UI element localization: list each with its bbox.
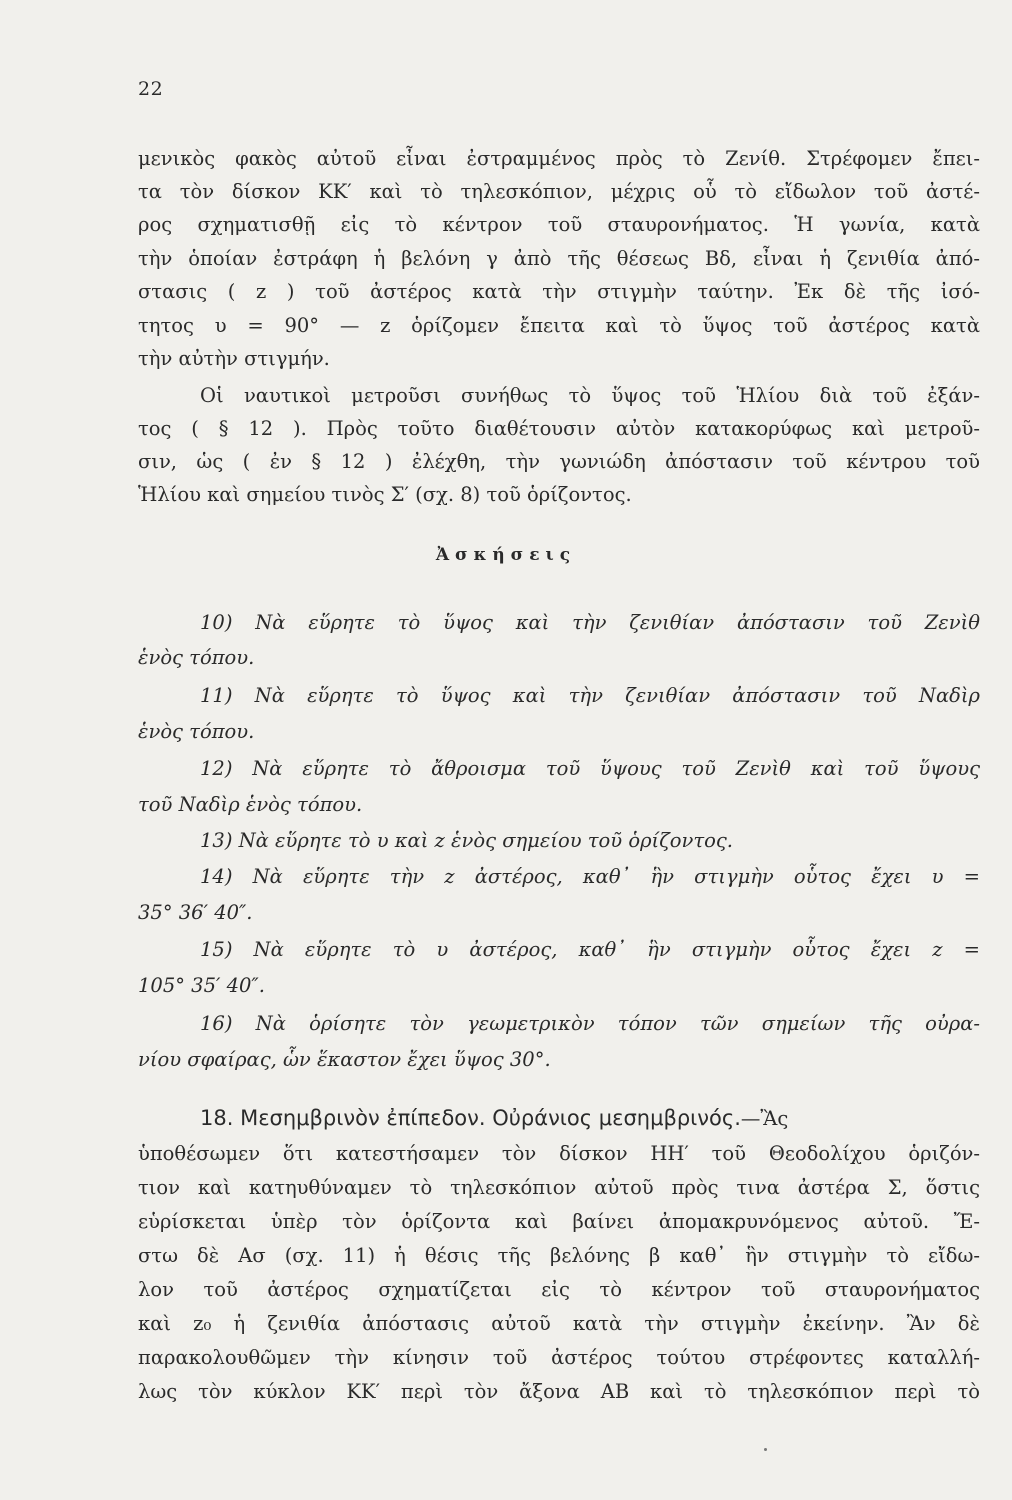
- text-line: Ἡλίου καὶ σημείου τινὸς Σ′ (σχ. 8) τοῦ ὁρίζοντος.: [138, 483, 632, 506]
- text-line: ὑποθέσωμεν ὅτι κατεστήσαμεν τὸν δίσκον ΗΗ′ τοῦ Θεοδολίχου ὁριζόν-: [138, 1142, 980, 1165]
- text-line: μενικὸς φακὸς αὐτοῦ εἶναι ἐστραμμένος πρὸς τὸ Ζενίθ. Στρέφομεν ἔπει-: [138, 147, 980, 170]
- exercise-line: ἑνὸς τόπου.: [138, 646, 255, 669]
- text-line: σιν, ὡς ( ἐν § 12 ) ἐλέχθη, τὴν γωνιώδη ἀπόστασιν τοῦ κέντρου τοῦ: [138, 450, 980, 473]
- text-line: στω δὲ Ασ (σχ. 11) ἡ θέσις τῆς βελόνης β καθ᾽ ἣν στιγμὴν τὸ εἴδω-: [138, 1244, 980, 1267]
- ink-speck: [764, 1448, 767, 1451]
- text-line: στασις ( z ) τοῦ ἀστέρος κατὰ τὴν στιγμὴν ταύτην. Ἐκ δὲ τῆς ἰσό-: [138, 280, 980, 303]
- text-line: τος ( § 12 ). Πρὸς τοῦτο διαθέτουσιν αὐτὸν κατακορύφως καὶ μετροῦ-: [138, 417, 980, 440]
- text-line: Οἱ ναυτικοὶ μετροῦσι συνήθως τὸ ὕψος τοῦ Ἡλίου διὰ τοῦ ἐξάν-: [200, 384, 980, 407]
- exercise-line: 35° 36′ 40″.: [138, 901, 253, 924]
- exercise-line: 10) Νὰ εὕρητε τὸ ὕψος καὶ τὴν ζενιθίαν ἀπόστασιν τοῦ Ζενὶθ: [200, 611, 980, 634]
- text-line: τα τὸν δίσκον ΚΚ′ καὶ τὸ τηλεσκόπιον, μέχρις οὗ τὸ εἴδωλον τοῦ ἀστέ-: [138, 180, 980, 203]
- section-title-continuation: —Ἂς: [740, 1107, 789, 1130]
- exercise-line: 15) Νὰ εὕρητε τὸ υ ἀστέρος, καθ᾽ ἣν στιγμὴν οὗτος ἔχει z =: [200, 938, 980, 961]
- text-line: ρος σχηματισθῇ εἰς τὸ κέντρον τοῦ σταυρονήματος. Ἡ γωνία, κατὰ: [138, 213, 980, 236]
- exercise-line: 13) Νὰ εὕρητε τὸ υ καὶ z ἑνὸς σημείου τοῦ ὁρίζοντος.: [200, 829, 734, 852]
- exercise-line: 105° 35′ 40″.: [138, 974, 265, 997]
- text-line: παρακολουθῶμεν τὴν κίνησιν τοῦ ἀστέρος τούτου στρέφοντες καταλλή-: [138, 1346, 980, 1369]
- exercise-line: 12) Νὰ εὕρητε τὸ ἄθροισμα τοῦ ὕψους τοῦ Ζενὶθ καὶ τοῦ ὕψους: [200, 757, 980, 780]
- exercise-line: 14) Νὰ εὕρητε τὴν z ἀστέρος, καθ᾽ ἣν στιγμὴν οὗτος ἔχει υ =: [200, 865, 980, 888]
- text-line: τὴν αὐτὴν στιγμήν.: [138, 347, 330, 370]
- exercises-heading: Ἀσκήσεις: [435, 545, 577, 565]
- exercise-line: τοῦ Ναδὶρ ἑνὸς τόπου.: [138, 793, 363, 816]
- section-title: 18. Μεσημβρινὸν ἐπίπεδον. Οὐράνιος μεσημβρινός.: [200, 1106, 741, 1130]
- exercise-line: 11) Νὰ εὕρητε τὸ ὕψος καὶ τὴν ζενιθίαν ἀπόστασιν τοῦ Ναδὶρ: [200, 684, 980, 707]
- exercise-line: 16) Νὰ ὁρίσητε τὸν γεωμετρικὸν τόπον τῶν σημείων τῆς οὐρα-: [200, 1012, 980, 1035]
- text-line: εὑρίσκεται ὑπὲρ τὸν ὁρίζοντα καὶ βαίνει ἀπομακρυνόμενος αὐτοῦ. Ἔ-: [138, 1210, 980, 1233]
- text-line: τὴν ὁποίαν ἐστράφη ἡ βελόνη γ ἀπὸ τῆς θέσεως Βδ, εἶναι ἡ ζενιθία ἀπό-: [138, 247, 980, 270]
- exercise-line: νίου σφαίρας, ὧν ἕκαστον ἔχει ὕψος 30°.: [138, 1048, 551, 1071]
- exercise-line: ἑνὸς τόπου.: [138, 720, 255, 743]
- text-line: λον τοῦ ἀστέρος σχηματίζεται εἰς τὸ κέντρον τοῦ σταυρονήματος: [138, 1278, 980, 1301]
- text-line: καὶ z₀ ἡ ζενιθία ἀπόστασις αὐτοῦ κατὰ τὴν στιγμὴν ἐκείνην. Ἂν δὲ: [138, 1312, 980, 1335]
- page-number: 22: [138, 78, 164, 100]
- section-title-line: [200, 1102, 980, 1134]
- text-line: λως τὸν κύκλον ΚΚ′ περὶ τὸν ἄξονα ΑΒ καὶ τὸ τηλεσκόπιον περὶ τὸ: [138, 1380, 980, 1403]
- text-line: τιον καὶ κατηυθύναμεν τὸ τηλεσκόπιον αὐτοῦ πρὸς τινα ἀστέρα Σ, ὅστις: [138, 1176, 980, 1199]
- text-line: τητος υ = 90° — z ὁρίζομεν ἔπειτα καὶ τὸ ὕψος τοῦ ἀστέρος κατὰ: [138, 314, 980, 337]
